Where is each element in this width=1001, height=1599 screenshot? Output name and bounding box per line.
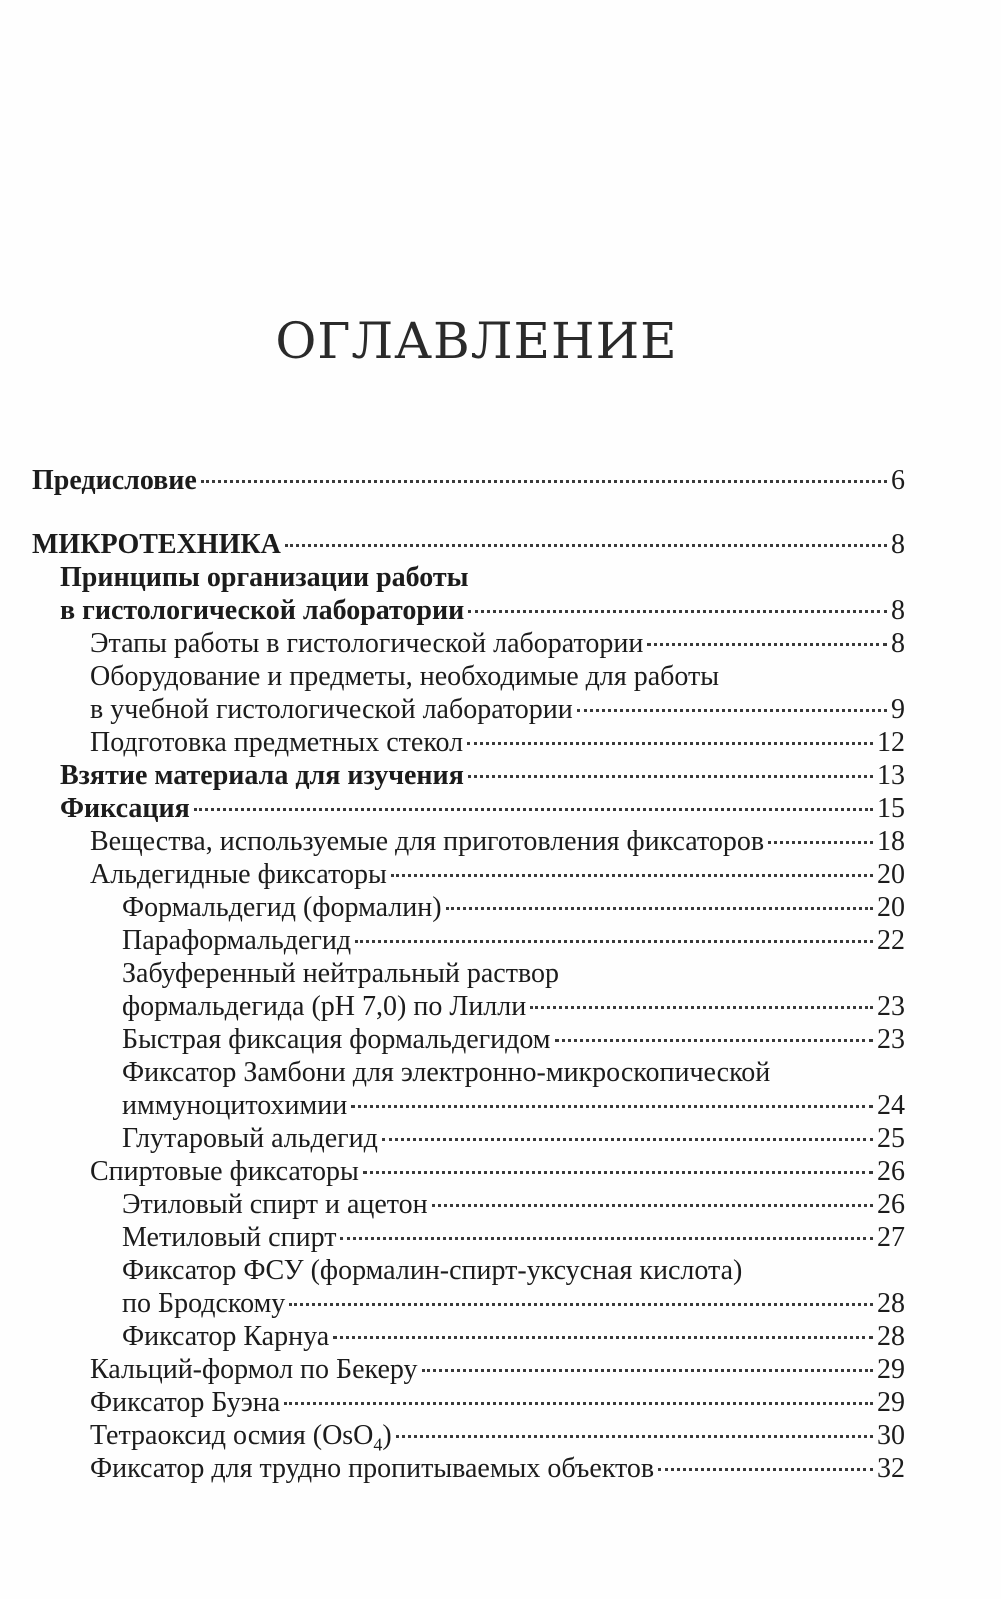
dot-leader <box>530 1006 873 1009</box>
toc-page-number: 23 <box>877 991 905 1022</box>
toc-entry-title-text: Этапы работы в гистологической лаборатории <box>90 628 644 659</box>
dot-leader <box>577 709 887 712</box>
toc-entry <box>32 693 905 726</box>
dot-leader <box>355 940 873 943</box>
toc-entry <box>32 1221 905 1254</box>
dot-leader <box>333 1336 873 1339</box>
dot-leader <box>194 808 873 811</box>
toc-entry <box>32 627 905 660</box>
toc-entry-title <box>122 1122 378 1155</box>
toc-entry-title-text: иммуноцитохимии <box>122 1090 348 1121</box>
toc-entry-line <box>90 660 905 693</box>
toc-entry-title <box>90 1452 654 1485</box>
toc-entry-title-text: Фиксатор для трудно пропитываемых объектов <box>90 1453 655 1484</box>
toc-page-number: 12 <box>877 727 905 758</box>
toc-page-number: 32 <box>877 1453 905 1484</box>
toc-page-number: 6 <box>891 465 905 496</box>
toc-entry-line <box>122 1023 905 1056</box>
toc-page-number: 29 <box>877 1387 905 1418</box>
toc-entry <box>32 858 905 891</box>
toc-entry-line <box>90 1419 905 1455</box>
toc-entry <box>32 1155 905 1188</box>
toc-entry-line <box>122 1188 905 1221</box>
toc-entry-line <box>90 1155 905 1188</box>
toc-page-number: 28 <box>877 1288 905 1319</box>
toc-entry-title <box>90 825 764 858</box>
dot-leader <box>382 1138 873 1141</box>
toc-entry-title-text: Формальдегид (формалин) <box>122 892 442 923</box>
toc-entry <box>32 1287 905 1320</box>
toc-page-number: 20 <box>877 859 905 890</box>
toc-entry-title <box>90 1386 280 1419</box>
toc-entry <box>32 594 905 627</box>
dot-leader <box>351 1105 873 1108</box>
toc-entry-line <box>122 1254 905 1287</box>
toc-entry-title-text: МИКРОТЕХНИКА <box>32 529 281 560</box>
toc-entry-line <box>122 957 905 990</box>
toc-entry-line <box>122 1221 905 1254</box>
toc-entry <box>32 759 905 792</box>
toc-entry-subscript: 4 <box>373 1434 383 1455</box>
toc-entry-title-text: Фиксатор ФСУ (формалин-спирт-уксусная кислота) <box>122 1255 743 1286</box>
toc-entry-title <box>60 594 464 627</box>
toc-entry-line <box>122 924 905 957</box>
toc-entry-title-text: Кальций-формол по Бекеру <box>90 1354 418 1385</box>
toc-entry-title-text: Параформальдегид <box>122 925 352 956</box>
dot-leader <box>340 1237 873 1240</box>
toc-entry-line <box>60 594 905 627</box>
toc-entry <box>32 792 905 825</box>
toc-page-number: 8 <box>891 529 905 560</box>
toc-entry-title-text: Оборудование и предметы, необходимые для работы <box>90 661 720 692</box>
toc-entry-title-text: в учебной гистологической лаборатории <box>90 694 573 725</box>
toc-entry <box>32 1386 905 1419</box>
toc-entry-line <box>60 759 905 792</box>
toc-page-number: 25 <box>877 1123 905 1154</box>
toc-entry-title <box>32 528 281 561</box>
toc-page-number: 26 <box>877 1189 905 1220</box>
toc-entry-title <box>122 1023 551 1056</box>
toc-entry-line <box>60 561 905 594</box>
toc-entry-title-text: по Бродскому <box>122 1288 286 1319</box>
toc-entry-title-text: Метиловый спирт <box>122 1222 337 1253</box>
toc-entry-title <box>60 792 190 825</box>
toc-page-number: 9 <box>891 694 905 725</box>
toc-entry <box>32 1089 905 1122</box>
toc-entry-line <box>122 990 905 1023</box>
toc-entry-title-text: Принципы организации работы <box>60 562 469 593</box>
toc-entry-title <box>60 561 469 594</box>
toc-entry-title-text: Забуференный нейтральный раствор <box>122 958 559 989</box>
toc-page-number: 28 <box>877 1321 905 1352</box>
toc-entry-line <box>90 858 905 891</box>
toc-entry <box>32 990 905 1023</box>
dot-leader <box>468 610 887 613</box>
toc-page-number: 15 <box>877 793 905 824</box>
toc-entry-line <box>122 1320 905 1353</box>
toc-entry-title-text: Фиксатор Карнуа <box>122 1321 330 1352</box>
dot-leader <box>391 874 873 877</box>
toc-entry-title-text: в гистологической лаборатории <box>60 595 465 626</box>
dot-leader <box>446 907 873 910</box>
toc-entry-title <box>90 693 573 726</box>
toc-page-number: 27 <box>877 1222 905 1253</box>
toc-entry-line <box>90 1353 905 1386</box>
toc-entry-title-text: формальдегида (pH 7,0) по Лилли <box>122 991 527 1022</box>
toc-entry-title <box>122 1056 770 1089</box>
toc-entry-title-text: Фиксатор Буэна <box>90 1387 281 1418</box>
dot-leader <box>432 1204 873 1207</box>
dot-leader <box>396 1435 873 1438</box>
toc-entry-title <box>122 1188 428 1221</box>
toc-entry-title <box>90 1419 392 1455</box>
toc-entry-line <box>90 1452 905 1485</box>
toc-entry <box>32 1353 905 1386</box>
toc-entry-line <box>122 1287 905 1320</box>
toc-entry-title <box>122 924 351 957</box>
toc-entry-line <box>32 528 905 561</box>
toc-entry-title-tail: ) <box>382 1420 392 1451</box>
toc-entry <box>32 1056 905 1089</box>
toc-entry <box>32 1188 905 1221</box>
toc-entry-title-text: Взятие материала для изучения <box>60 760 464 791</box>
toc-entry-title <box>122 1320 329 1353</box>
toc-entry-title <box>90 660 719 693</box>
toc-entry-title-text: Альдегидные фиксаторы <box>90 859 387 890</box>
toc-entry-line <box>122 1089 905 1122</box>
toc-page-number: 22 <box>877 925 905 956</box>
dot-leader <box>285 544 887 547</box>
toc-entry <box>32 1122 905 1155</box>
toc-page-number: 8 <box>891 595 905 626</box>
dot-leader <box>658 1468 873 1471</box>
dot-leader <box>289 1303 873 1306</box>
toc-entry <box>32 1320 905 1353</box>
toc-entry <box>32 464 905 497</box>
toc-entry-title <box>122 957 559 990</box>
page-title: ОГЛАВЛЕНИЕ <box>275 312 678 370</box>
toc-entry-title <box>90 858 387 891</box>
toc-entry-title <box>32 464 197 497</box>
toc-entry <box>32 561 905 594</box>
toc-page-number: 29 <box>877 1354 905 1385</box>
toc-entry-title <box>90 1353 418 1386</box>
toc-entry-title <box>122 1287 285 1320</box>
toc-entry-title <box>122 1254 742 1287</box>
dot-leader <box>647 643 887 646</box>
toc-page-number: 8 <box>891 628 905 659</box>
toc-entry <box>32 1452 905 1485</box>
toc-entry-line <box>60 792 905 825</box>
toc-page-number: 20 <box>877 892 905 923</box>
toc-entry-title-text: Фиксатор Замбони для электронно-микроскопической <box>122 1057 771 1088</box>
toc-page-number: 18 <box>877 826 905 857</box>
toc-entry <box>32 1419 905 1455</box>
dot-leader <box>468 775 873 778</box>
toc-page-number: 30 <box>877 1420 905 1451</box>
toc-page-number: 13 <box>877 760 905 791</box>
toc-entry-title-text: Тетраоксид осмия (OsO <box>90 1420 374 1451</box>
toc-entry-title-text: Быстрая фиксация формальдегидом <box>122 1024 551 1055</box>
toc-entry <box>32 924 905 957</box>
toc-entry-title <box>90 726 463 759</box>
dot-leader <box>555 1039 873 1042</box>
toc-entry-title <box>122 1089 347 1122</box>
toc-entry-title-text: Предисловие <box>32 465 197 496</box>
toc-entry-line <box>32 464 905 497</box>
toc-entry-title <box>90 627 643 660</box>
toc-entry-line <box>122 891 905 924</box>
toc-entry <box>32 1023 905 1056</box>
toc-entry-title <box>122 891 442 924</box>
toc-entry-line <box>90 693 905 726</box>
dot-leader <box>422 1369 874 1372</box>
toc-entry <box>32 891 905 924</box>
toc-entry <box>32 528 905 561</box>
toc-entry-title-text: Этиловый спирт и ацетон <box>122 1189 428 1220</box>
toc-entry-title-text: Подготовка предметных стекол <box>90 727 464 758</box>
toc-entry-line <box>90 726 905 759</box>
toc-entry-line <box>90 825 905 858</box>
toc-entry-title-text: Фиксация <box>60 793 190 824</box>
toc-entry-line <box>122 1056 905 1089</box>
toc-entry <box>32 660 905 693</box>
toc-entry-title <box>90 1155 359 1188</box>
toc-entry-title-text: Глутаровый альдегид <box>122 1123 378 1154</box>
toc-page-number: 23 <box>877 1024 905 1055</box>
dot-leader <box>284 1402 873 1405</box>
dot-leader <box>467 742 873 745</box>
toc-page-number: 24 <box>877 1090 905 1121</box>
toc-entry <box>32 825 905 858</box>
toc-entry-title-text: Вещества, используемые для приготовления фиксаторов <box>90 826 765 857</box>
toc-entry-title <box>60 759 464 792</box>
toc-entry-title <box>122 1221 336 1254</box>
toc-entry-line <box>90 1386 905 1419</box>
toc-page-number: 26 <box>877 1156 905 1187</box>
toc-entry <box>32 726 905 759</box>
dot-leader <box>363 1171 873 1174</box>
toc-entry-title-text: Спиртовые фиксаторы <box>90 1156 359 1187</box>
table-of-contents <box>32 464 905 1485</box>
toc-entry <box>32 957 905 990</box>
toc-entry <box>32 1254 905 1287</box>
dot-leader <box>768 841 873 844</box>
dot-leader <box>201 480 887 483</box>
toc-entry-line <box>122 1122 905 1155</box>
toc-entry-title <box>122 990 526 1023</box>
toc-entry-line <box>90 627 905 660</box>
